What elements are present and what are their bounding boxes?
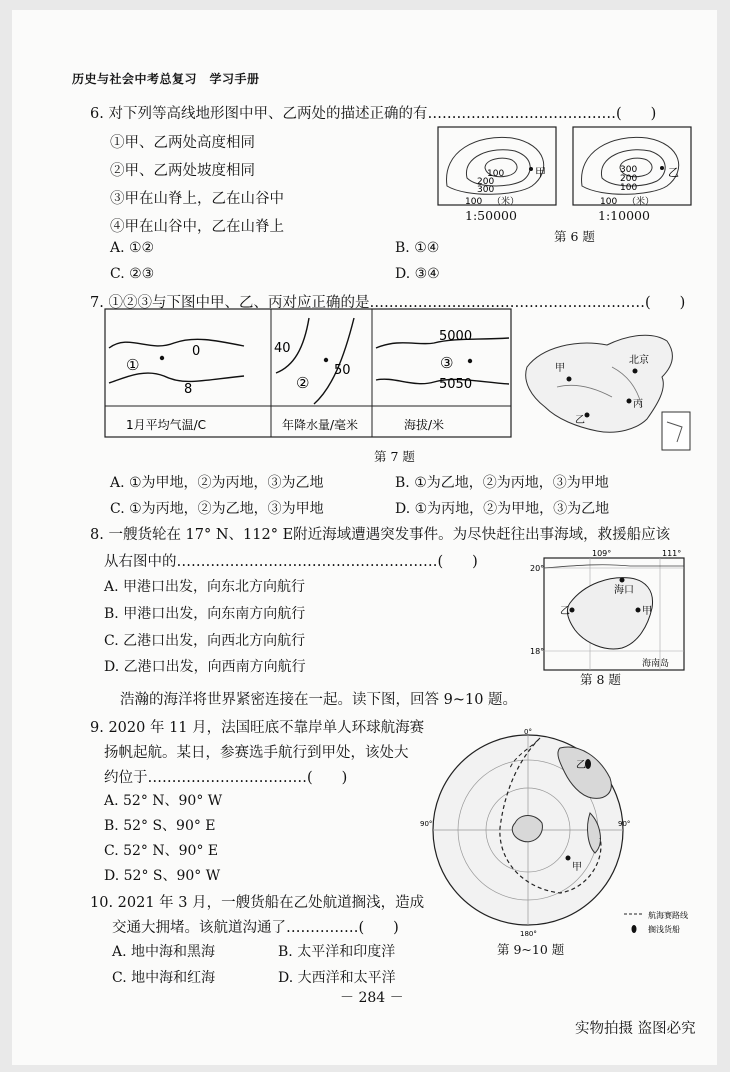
- q7-option-a: A. ①为甲地，②为丙地，③为乙地: [110, 475, 324, 491]
- q6-map2-point: 乙: [668, 166, 679, 179]
- q7-panel1-value2: 8: [184, 382, 193, 397]
- q9-10-globe-label: 甲: [572, 862, 582, 873]
- q10-option-b: B. 太平洋和印度洋: [278, 944, 396, 960]
- q9-stem-line1: 9. 2020 年 11 月，法国旺底不靠岸单人环球航海赛: [90, 720, 425, 736]
- q7-option-b: B. ①为乙地，②为丙地，③为甲地: [395, 475, 609, 491]
- q9-10-caption: 第 9~10 题: [497, 942, 565, 957]
- q7-panel3-label: 海拔/米: [404, 418, 445, 432]
- legend-ship-label: 搁浅货船: [648, 925, 680, 934]
- page: [12, 10, 717, 1065]
- watermark-footer: 实物拍摄 盗图必究: [575, 1021, 696, 1037]
- q6-option-a: A. ①②: [110, 240, 155, 256]
- q9-option-a: A. 52° N、90° W: [104, 793, 223, 809]
- q6-item-4: ④甲在山谷中，乙在山脊上: [110, 219, 284, 235]
- q6-map1-label: 300: [477, 185, 495, 195]
- q8-option-d: D. 乙港口出发，向西南方向航行: [104, 659, 306, 675]
- q10-option-d: D. 大西洋和太平洋: [278, 970, 396, 986]
- q6-item-2: ②甲、乙两处坡度相同: [110, 163, 255, 179]
- q8-map-label: 甲: [642, 606, 652, 617]
- q6-map2-unit: （米）: [627, 197, 655, 206]
- page-number: － 284 －: [340, 990, 404, 1006]
- q9-stem-line3: 约位于……………………………( ): [104, 770, 348, 786]
- q9-option-b: B. 52° S、90° E: [104, 818, 216, 834]
- q7-panel1-marker: ①: [126, 356, 140, 374]
- q8-stem-line1: 8. 一艘货轮在 17° N、112° E附近海域遭遇突发事件。为尽快赶往出事海域，救援船应该: [90, 527, 671, 543]
- q7-panel2-value1: 40: [274, 341, 291, 356]
- q7-panel2-marker: ②: [296, 374, 310, 392]
- q10-stem-line1: 10. 2021 年 3 月，一艘货船在乙处航道搁浅，造成: [90, 895, 425, 911]
- q8-caption: 第 8 题: [580, 672, 621, 687]
- q10-option-a: A. 地中海和黑海: [112, 944, 216, 960]
- q10-option-c: C. 地中海和红海: [112, 970, 216, 986]
- q7-panel2-label: 年降水量/毫米: [282, 418, 359, 432]
- q8-map-label: 海口: [614, 585, 634, 596]
- q9-stem-line2: 扬帆起航。某日，参赛选手航行到甲处，该处大: [104, 745, 409, 761]
- q8-map-label: 海南岛: [642, 659, 670, 669]
- q7-map-label: 乙: [575, 415, 585, 426]
- q6-map1-point: 甲: [535, 166, 546, 179]
- q9-10-globe-label: 乙: [576, 760, 586, 771]
- q7-panel3-value1: 5000: [439, 329, 473, 344]
- q7-china-map: [517, 327, 692, 455]
- q7-option-c: C. ①为丙地，②为乙地，③为甲地: [110, 501, 324, 517]
- q7-panels: [104, 308, 514, 440]
- q7-option-d: D. ①为丙地，②为甲地，③为乙地: [395, 501, 610, 517]
- q8-option-c: C. 乙港口出发，向西北方向航行: [104, 633, 306, 649]
- q6-stem: 6. 对下列等高线地形图中甲、乙两处的描述正确的有…………………………………( ): [90, 106, 657, 122]
- q8-hainan-map: [530, 548, 688, 676]
- q6-map1-unit: （米）: [492, 197, 520, 206]
- q6-item-1: ①甲、乙两处高度相同: [110, 135, 255, 151]
- legend-route-label: 航海赛路线: [648, 911, 688, 920]
- q8-map-label: 109°: [592, 549, 612, 558]
- q7-map-label: 甲: [555, 363, 565, 374]
- legend-ship-icon: [632, 925, 637, 933]
- q8-map-label: 18°: [530, 647, 545, 656]
- q6-map1-scale: 1:50000: [465, 208, 517, 223]
- q6-item-3: ③甲在山脊上，乙在山谷中: [110, 191, 284, 207]
- q7-panel2-value2: 50: [334, 363, 351, 378]
- q6-map2-scale: 1:10000: [598, 208, 650, 223]
- q8-option-a: A. 甲港口出发，向东北方向航行: [104, 579, 306, 595]
- q7-caption: 第 7 题: [374, 449, 415, 464]
- q6-map1-label: 100: [465, 197, 483, 206]
- q6-map2-label: 300: [620, 165, 638, 175]
- q8-option-b: B. 甲港口出发，向东南方向航行: [104, 606, 306, 622]
- q6-option-b: B. ①④: [395, 240, 440, 256]
- q6-option-d: D. ③④: [395, 266, 440, 282]
- q7-panel1-value1: 0: [192, 344, 201, 359]
- q9-10-globe-label: 0°: [524, 728, 532, 736]
- q6-contour-map-2: [572, 126, 692, 206]
- q6-option-c: C. ②③: [110, 266, 155, 282]
- q6-map1-label: 100: [487, 169, 505, 179]
- q7-map-label: 北京: [629, 355, 649, 366]
- q6-map2-label: 200: [620, 174, 638, 184]
- q9-10-globe-label: 180°: [520, 930, 537, 938]
- q8-map-label: 111°: [662, 549, 682, 558]
- q9-10-globe-label: 90°: [618, 820, 631, 828]
- q6-map2-label: 100: [620, 183, 638, 193]
- q6-contour-map-1: [437, 126, 557, 206]
- q6-map2-label: 100: [600, 197, 618, 206]
- running-header: 历史与社会中考总复习 学习手册: [72, 72, 260, 86]
- q7-map-label: 丙: [633, 399, 643, 410]
- q7-panel3-value2: 5050: [439, 377, 473, 392]
- q9-option-d: D. 52° S、90° W: [104, 868, 221, 884]
- q9-10-globe-label: 90°: [420, 820, 433, 828]
- q9-10-intro: 浩瀚的海洋将世界紧密连接在一起。读下图，回答 9~10 题。: [120, 692, 518, 708]
- q9-10-globe-map: [420, 728, 700, 938]
- q8-stem-line2: 从右图中的………………………………………………( ): [104, 554, 478, 570]
- q8-map-label: 乙: [560, 606, 570, 617]
- q8-map-label: 20°: [530, 564, 545, 573]
- q7-panel3-marker: ③: [440, 354, 454, 372]
- q10-stem-line2: 交通大拥堵。该航道沟通了……………( ): [112, 920, 399, 936]
- q6-caption: 第 6 题: [554, 229, 595, 244]
- q7-stem: 7. ①②③与下图中甲、乙、丙对应正确的是…………………………………………………( ): [90, 295, 686, 311]
- q7-panel1-label: 1月平均气温/C: [126, 418, 207, 432]
- q9-option-c: C. 52° N、90° E: [104, 843, 219, 859]
- q6-map1-label: 200: [477, 177, 495, 187]
